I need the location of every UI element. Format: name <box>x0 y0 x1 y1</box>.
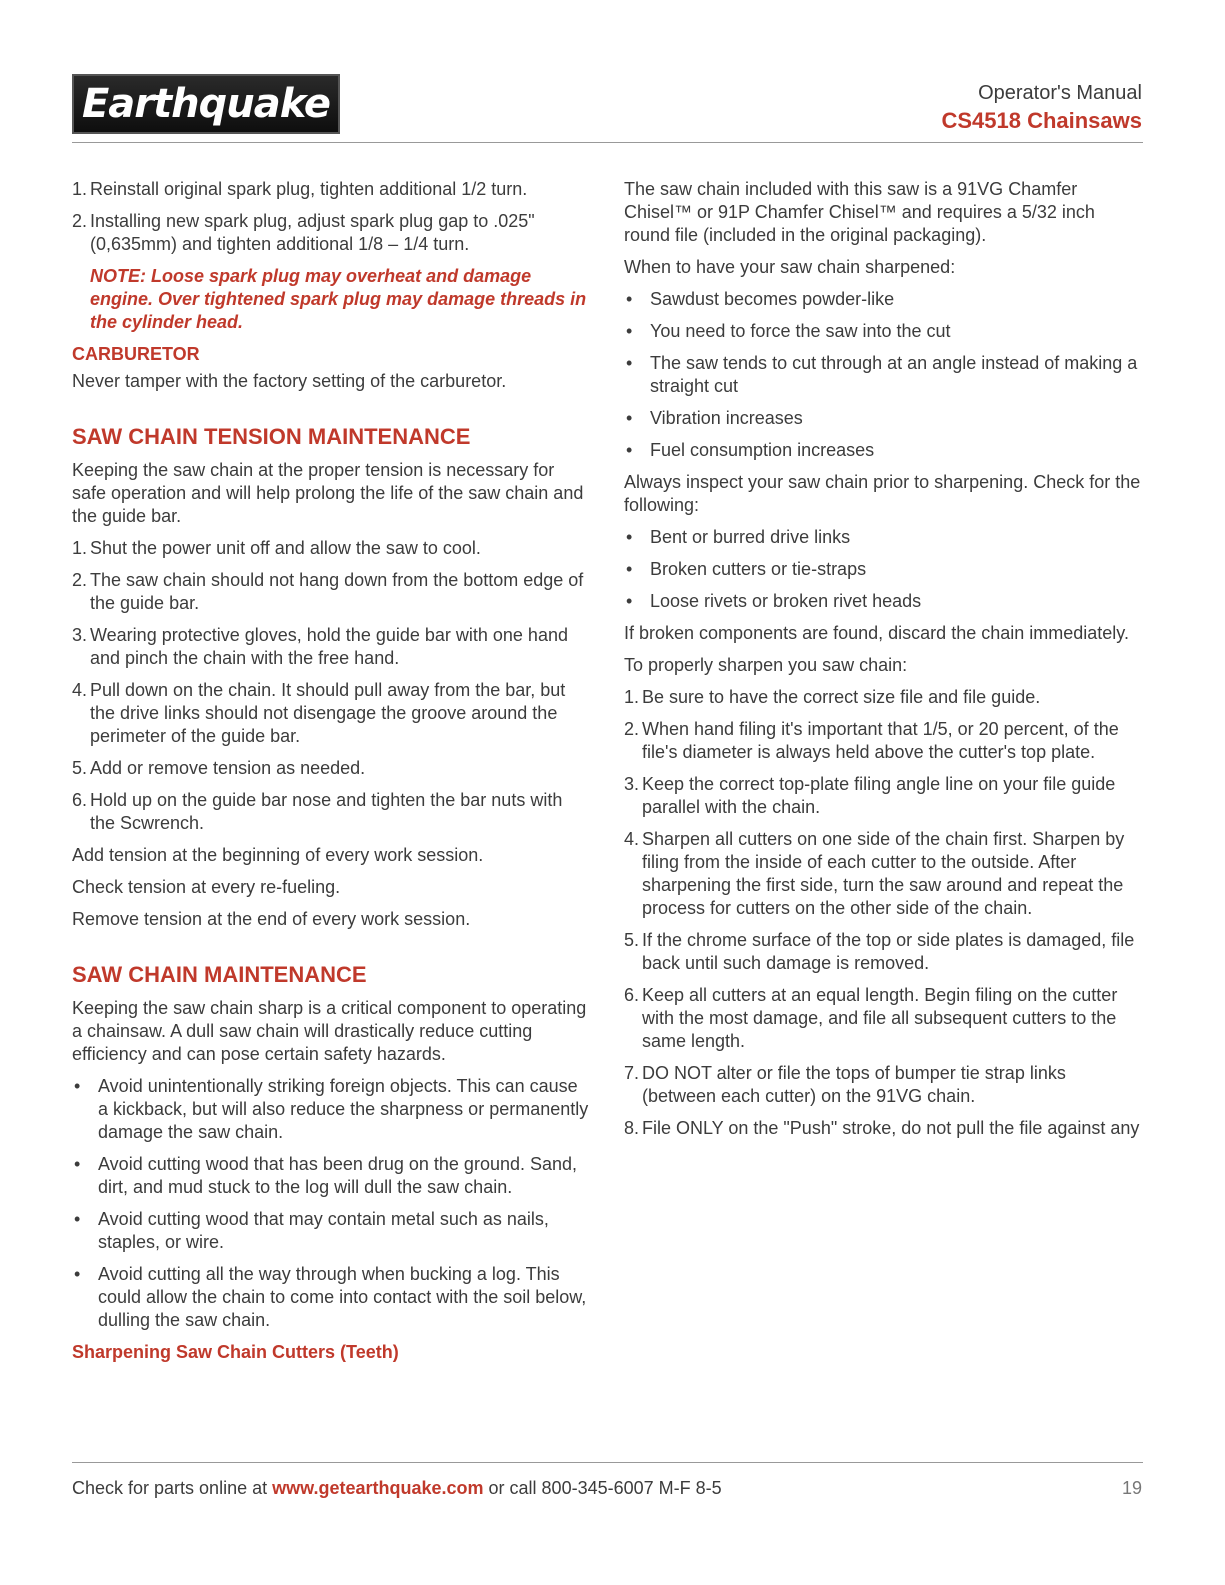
tension-step: 3. Wearing protective gloves, hold the guide bar with one hand and pinch the chain with the free hand. <box>72 625 568 668</box>
spark-plug-note: NOTE: Loose spark plug may overheat and damage engine. Over tightened spark plug may damage threads in the cylinder head. <box>90 266 587 332</box>
sharpen-step: 3. Keep the correct top-plate filing angle line on your file guide parallel with the chain. <box>624 774 1116 817</box>
tension-step: 6. Hold up on the guide bar nose and tighten the bar nuts with the Scwrench. <box>72 790 563 833</box>
inspect-text: Always inspect your saw chain prior to sharpening. Check for the following: <box>624 472 1141 515</box>
tension-step: 5. Add or remove tension as needed. <box>72 758 366 778</box>
when-bullet: • Fuel consumption increases <box>626 440 875 460</box>
sharpen-step: 4. Sharpen all cutters on one side of the chain first. Sharpen by filing from the inside of each cutter to the outside. After sharpening the first side, turn the saw around and repeat the process for cutters on the other side of the chain. <box>624 829 1125 918</box>
footer-url-link[interactable]: www.getearthquake.com <box>272 1478 484 1498</box>
sharpen-step: 1. Be sure to have the correct size file and file guide. <box>624 687 1041 707</box>
tension-intro: Keeping the saw chain at the proper tension is necessary for safe operation and will help prolong the life of the saw chain and the guide bar. <box>72 460 584 526</box>
sharpen-step: 2. When hand filing it's important that 1/5, or 20 percent, of the file's diameter is always held above the cutter's top plate. <box>624 719 1119 762</box>
footer-suffix: or call 800-345-6007 M-F 8-5 <box>488 1478 722 1498</box>
when-bullet: • You need to force the saw into the cut <box>626 321 951 341</box>
tension-note: Add tension at the beginning of every work session. <box>72 845 484 865</box>
sharpen-step: 6. Keep all cutters at an equal length. Begin filing on the cutter with the most damage, and file all subsequent cutters to the same length. <box>624 985 1118 1051</box>
tension-note: Remove tension at the end of every work session. <box>72 909 471 929</box>
manual-label: Operator's Manual <box>978 82 1142 104</box>
model-label: CS4518 Chainsaws <box>941 108 1142 133</box>
chain-intro: The saw chain included with this saw is a 91VG Chamfer Chisel™ or 91P Chamfer Chisel™ and requires a 5/32 inch round file (included in the original packaging). <box>624 179 1095 245</box>
sharpen-step: 7. DO NOT alter or file the tops of bumper tie strap links (between each cutter) on the 91VG chain. <box>624 1063 1066 1106</box>
page-header <box>0 0 1225 150</box>
tension-step: 4. Pull down on the chain. It should pull away from the bar, but the drive links should not disengage the groove around the perimeter of the guide bar. <box>72 680 566 746</box>
maintenance-bullet: • Avoid unintentionally striking foreign objects. This can cause a kickback, but will also reduce the sharpness or permanently damage the saw chain. <box>74 1076 589 1142</box>
when-label: When to have your saw chain sharpened: <box>624 257 956 277</box>
sharpen-step: 8. File ONLY on the "Push" stroke, do not pull the file against any <box>624 1118 1140 1138</box>
inspect-bullet: • Broken cutters or tie-straps <box>626 559 867 579</box>
tension-step: 1. Shut the power unit off and allow the saw to cool. <box>72 538 481 558</box>
maintenance-bullet: • Avoid cutting wood that may contain metal such as nails, staples, or wire. <box>74 1209 549 1252</box>
page-number: 19 <box>1121 1478 1142 1498</box>
tension-step: 2. The saw chain should not hang down from the bottom edge of the guide bar. <box>72 570 584 613</box>
right-column <box>624 178 1143 1149</box>
maintenance-bullet: • Avoid cutting wood that has been drug on the ground. Sand, dirt, and mud stuck to the log will dull the saw chain. <box>74 1154 578 1197</box>
inspect-bullet: • Bent or burred drive links <box>626 527 851 547</box>
when-bullet: • Sawdust becomes powder-like <box>626 289 895 309</box>
maintenance-bullet: • Avoid cutting all the way through when bucking a log. This could allow the chain to come into contact with the soil below, dulling the saw chain. <box>74 1264 587 1330</box>
discard-text: If broken components are found, discard the chain immediately. <box>624 623 1129 643</box>
carburetor-heading: CARBURETOR <box>72 344 200 364</box>
spark-step: 1. Reinstall original spark plug, tighten additional 1/2 turn. <box>72 179 528 199</box>
tension-note: Check tension at every re-fueling. <box>72 877 341 897</box>
page-footer <box>72 1478 722 1499</box>
maintenance-intro: Keeping the saw chain sharp is a critical component to operating a chainsaw. A dull saw chain will drastically reduce cutting efficiency and can pose certain safety hazards. <box>72 998 587 1064</box>
footer-divider <box>72 1462 1143 1463</box>
when-bullet: • Vibration increases <box>626 408 803 428</box>
spark-step: 2. Installing new spark plug, adjust spark plug gap to .025" (0,635mm) and tighten additional 1/8 – 1/4 turn. <box>72 211 535 254</box>
logo-text: Earthquake <box>81 81 331 127</box>
carburetor-text: Never tamper with the factory setting of the carburetor. <box>72 371 507 391</box>
earthquake-logo <box>72 74 340 134</box>
left-column <box>72 178 589 1368</box>
maintenance-heading: SAW CHAIN MAINTENANCE <box>72 962 367 987</box>
sharpening-heading: Sharpening Saw Chain Cutters (Teeth) <box>72 1342 399 1362</box>
sharpen-step: 5. If the chrome surface of the top or side plates is damaged, file back until such damage is removed. <box>624 930 1135 973</box>
inspect-bullet: • Loose rivets or broken rivet heads <box>626 591 922 611</box>
header-divider <box>72 142 1143 143</box>
properly-label: To properly sharpen you saw chain: <box>624 655 908 675</box>
footer-prefix: Check for parts online at <box>72 1478 268 1498</box>
when-bullet: • The saw tends to cut through at an angle instead of making a straight cut <box>626 353 1138 396</box>
tension-heading: SAW CHAIN TENSION MAINTENANCE <box>72 424 471 449</box>
